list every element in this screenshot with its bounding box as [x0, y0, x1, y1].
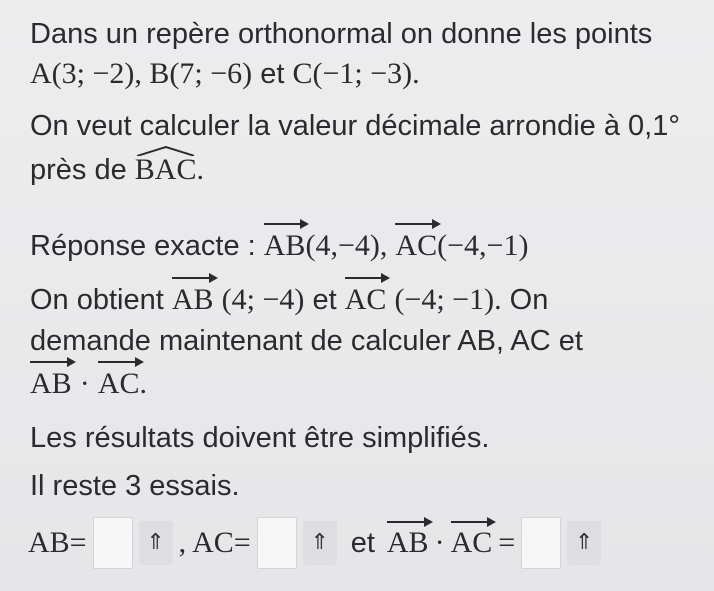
followup-line-1 — [30, 282, 548, 318]
points-and: et — [260, 58, 285, 90]
angle-prefix: près de — [30, 154, 127, 186]
vector-ab: AB — [264, 228, 306, 264]
vector-arrow-icon — [451, 517, 497, 527]
ac-coords: (−4; −1). — [394, 283, 502, 316]
angle-hat-icon — [137, 146, 195, 156]
ab-label: AB= — [28, 526, 87, 559]
vector-ab: AB — [30, 366, 72, 402]
vector-arrow-icon — [172, 273, 218, 283]
ac-coords: (−4,−1) — [437, 229, 529, 262]
simplify-note: Les résultats doivent être simplifiés. — [30, 422, 490, 454]
points-ab: A(3; −2), B(7; −6) — [30, 57, 253, 90]
vector-ac: AC — [395, 228, 437, 264]
ab-arrow-icon[interactable]: ⇑ — [139, 521, 173, 565]
ab-coords: (4; −4) — [221, 283, 305, 316]
ab-coords: (4,−4), — [305, 229, 388, 262]
user-answer — [30, 228, 528, 264]
vector-arrow-icon — [264, 219, 310, 229]
followup-suffix: On — [509, 284, 549, 316]
ac-input[interactable] — [257, 517, 297, 569]
vector-ac: AC — [451, 526, 493, 560]
vector-ab: AB — [387, 526, 429, 560]
answer-row: AB= ⇑ , AC= ⇑ et AB · AC = ⇑ — [28, 516, 601, 570]
vector-ab: AB — [172, 282, 214, 318]
statement-line-4: près de BAC. — [30, 152, 204, 188]
statement-line-3 — [30, 108, 680, 144]
followup-line-3: AB · AC. — [30, 366, 147, 402]
followup-request: demande maintenant de calculer AB, AC et — [30, 325, 583, 357]
vector-ac: AC — [98, 366, 140, 402]
ac-arrow-icon[interactable]: ⇑ — [303, 521, 337, 565]
statement-text: Dans un repère orthonormal on donne les points — [30, 18, 653, 50]
vector-arrow-icon — [387, 517, 433, 527]
statement-goal: On veut calculer la valeur décimale arrondie à 0,1° — [30, 110, 680, 142]
followup-prefix: On obtient — [30, 284, 164, 316]
ac-label: AC= — [192, 526, 251, 559]
statement-points — [30, 56, 420, 92]
statement-line-1 — [30, 16, 652, 52]
dot-operator: · — [79, 367, 90, 400]
vector-ac: AC — [345, 282, 387, 318]
point-c: C(−1; −3). — [292, 57, 420, 90]
dot-product-arrow-icon[interactable]: ⇑ — [567, 521, 601, 565]
dot-product-input[interactable] — [521, 517, 561, 569]
followup-and: et — [312, 284, 337, 316]
vector-arrow-icon — [98, 357, 144, 367]
angle-bac: BAC — [135, 152, 197, 188]
answers-and: et — [350, 526, 375, 559]
ab-input[interactable] — [93, 517, 133, 569]
answer-prefix: Réponse exacte : — [30, 230, 256, 262]
vector-arrow-icon — [345, 273, 391, 283]
vector-arrow-icon — [395, 219, 441, 229]
vector-arrow-icon — [30, 357, 76, 367]
followup-line-2 — [30, 323, 583, 359]
attempts-remaining: Il reste 3 essais. — [30, 470, 240, 502]
